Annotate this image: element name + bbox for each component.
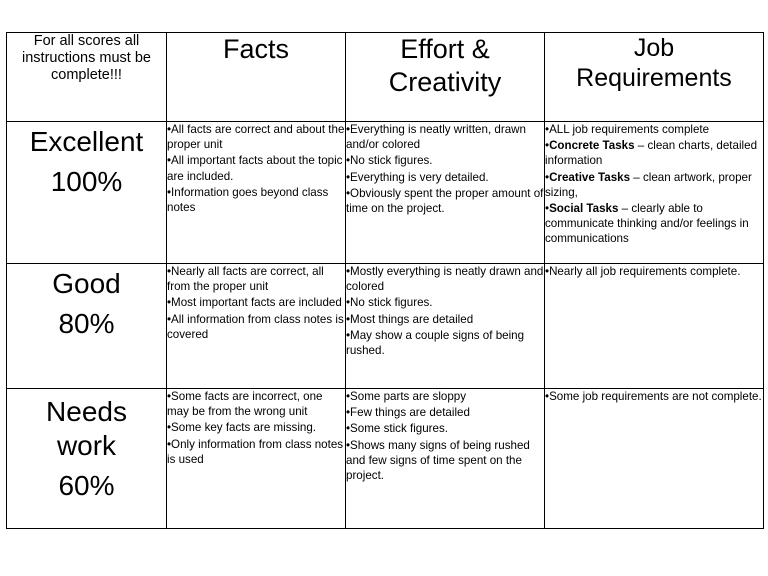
criterion-text: – clean charts, detailed information xyxy=(545,139,758,168)
column-header-facts xyxy=(167,33,346,122)
cell-effort xyxy=(346,122,545,264)
bullet: • xyxy=(545,202,550,216)
column-header-effort xyxy=(346,33,545,122)
row-label-line: 80% xyxy=(58,308,115,339)
criterion-item: •Everything is very detailed. xyxy=(346,170,489,184)
criterion-item: •Mostly everything is neatly drawn and colored xyxy=(346,265,544,294)
cell-effort xyxy=(346,264,545,389)
criterion-item: •Most important facts are included xyxy=(167,296,342,310)
criterion-item: •Some parts are sloppy xyxy=(346,390,467,403)
row-needs-work xyxy=(7,389,764,529)
row-label-line: work xyxy=(56,430,117,461)
column-header-line: Requirements xyxy=(576,64,732,92)
criterion-text: – clearly able to communicate thinking and/or feelings in communications xyxy=(545,202,749,246)
column-header-line: Facts xyxy=(222,34,289,64)
column-header-line: Effort & xyxy=(400,34,490,64)
column-header-line: Creativity xyxy=(388,67,502,97)
bullet: • xyxy=(545,123,550,136)
row-label-good xyxy=(7,264,167,389)
criterion-item: •May show a couple signs of being rushed. xyxy=(346,328,525,358)
criterion-item: •Shows many signs of being rushed and few signs of time spent on the project. xyxy=(346,438,530,483)
task-type: Concrete Tasks xyxy=(549,139,635,153)
cell-job xyxy=(545,122,764,264)
row-label-excellent xyxy=(7,122,167,264)
criterion-item: •No stick figures. xyxy=(346,154,433,168)
criterion-item: •Everything is neatly written, drawn and/or colored xyxy=(346,123,526,152)
corner-instructions: For all scores all instructions must be complete!!! xyxy=(7,33,167,122)
criterion-item: •Nearly all facts are correct, all from the proper unit xyxy=(167,265,324,294)
criterion-item xyxy=(545,138,763,168)
row-label-line: Needs xyxy=(46,396,127,427)
criterion-item: •Most things are detailed xyxy=(346,312,474,326)
criterion-item: •No stick figures. xyxy=(346,296,433,310)
criterion-text: – clean artwork, proper sizing, xyxy=(545,170,752,199)
task-type: Creative Tasks xyxy=(549,170,631,184)
row-label-line: 60% xyxy=(58,470,115,501)
criterion-item: •Some stick figures. xyxy=(346,422,448,436)
criterion-item: •Few things are detailed xyxy=(346,406,470,420)
rubric-table xyxy=(6,32,764,529)
criterion-item xyxy=(545,122,763,137)
column-header-line: Job xyxy=(633,34,675,62)
cell-facts xyxy=(167,122,346,264)
criterion-item: •Some facts are incorrect, one may be from the wrong unit xyxy=(167,390,323,419)
criterion-text: ALL job requirements complete xyxy=(549,123,710,136)
criterion-item: •Some key facts are missing. xyxy=(167,421,317,435)
criterion-text: Nearly all job requirements complete. xyxy=(549,265,741,278)
cell-job xyxy=(545,389,764,529)
row-label-line: Good xyxy=(52,268,121,299)
bullet: • xyxy=(545,139,550,153)
row-label-line: 100% xyxy=(50,166,123,197)
cell-effort xyxy=(346,389,545,529)
criterion-item: •Information goes beyond class notes xyxy=(167,185,329,215)
criterion-item: •All important facts about the topic are included. xyxy=(167,154,343,183)
bullet: • xyxy=(545,390,550,403)
cell-facts xyxy=(167,389,346,529)
criterion-item: •Only information from class notes is used xyxy=(167,437,344,466)
criterion-item: •All information from class notes is covered xyxy=(167,312,344,341)
criterion-item xyxy=(545,264,763,279)
header-row xyxy=(7,33,764,122)
column-header-job xyxy=(545,33,764,122)
cell-job xyxy=(545,264,764,389)
row-good xyxy=(7,264,764,389)
bullet: • xyxy=(545,170,550,184)
criterion-item: •Obviously spent the proper amount of time on the project. xyxy=(346,186,544,216)
row-excellent xyxy=(7,122,764,264)
criterion-item xyxy=(545,201,763,247)
criterion-item: •All facts are correct and about the proper unit xyxy=(167,123,345,152)
criterion-text: Some job requirements are not complete. xyxy=(549,390,762,403)
cell-facts xyxy=(167,264,346,389)
row-label-line: Excellent xyxy=(29,126,144,157)
criterion-item xyxy=(545,170,763,200)
criterion-item xyxy=(545,389,763,404)
task-type: Social Tasks xyxy=(549,202,619,216)
row-label-needs-work xyxy=(7,389,167,529)
bullet: • xyxy=(545,265,550,278)
